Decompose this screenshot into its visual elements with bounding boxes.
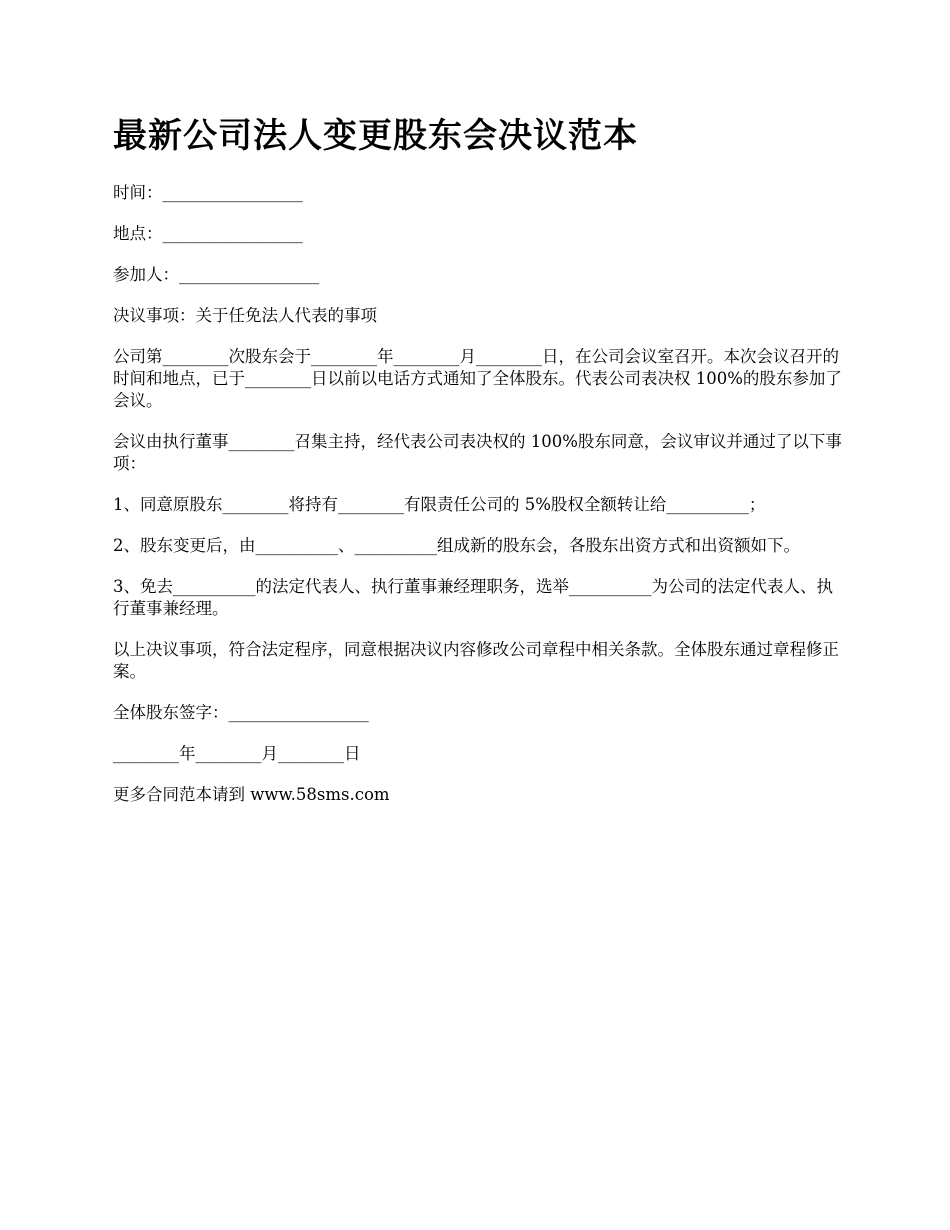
time-line: 时间：_________________ <box>113 183 303 202</box>
resolution-item-1: 1、同意原股东________将持有________有限责任公司的 5%股权全额转让给__________； <box>113 495 766 514</box>
conclusion-paragraph: 以上决议事项，符合法定程序，同意根据决议内容修改公司章程中相关条款。全体股东通过章程修正案。 <box>113 640 839 681</box>
document-page <box>113 112 843 825</box>
resolution-item-3: 3、免去__________的法定代表人、执行董事兼经理职务，选举__________为公司的法定代表人、执行董事兼经理。 <box>113 577 833 618</box>
meeting-paragraph: 公司第________次股东会于________年________月________日，在公司会议室召开。本次会议召开的时间和地点，已于________日以前以电话方式通知了全体股东。代表公司表决权 100%的股东参加了会议。 <box>113 347 842 410</box>
chair-paragraph: 会议由执行董事________召集主持，经代表公司表决权的 100%股东同意，会议审议并通过了以下事项： <box>113 432 842 473</box>
attendees-line: 参加人：_________________ <box>113 265 320 284</box>
resolution-item-2: 2、股东变更后，由__________、__________组成新的股东会，各股东出资方式和出资额如下。 <box>113 536 800 555</box>
footer-link-text: 更多合同范本请到 www.58sms.com <box>113 785 390 804</box>
document-title: 最新公司法人变更股东会决议范本 <box>113 116 638 156</box>
place-line: 地点：_________________ <box>113 224 303 243</box>
subject-line: 决议事项：关于任免法人代表的事项 <box>113 306 377 325</box>
signature-line: 全体股东签字：_________________ <box>113 703 369 722</box>
date-line: ________年________月________日 <box>113 744 361 763</box>
